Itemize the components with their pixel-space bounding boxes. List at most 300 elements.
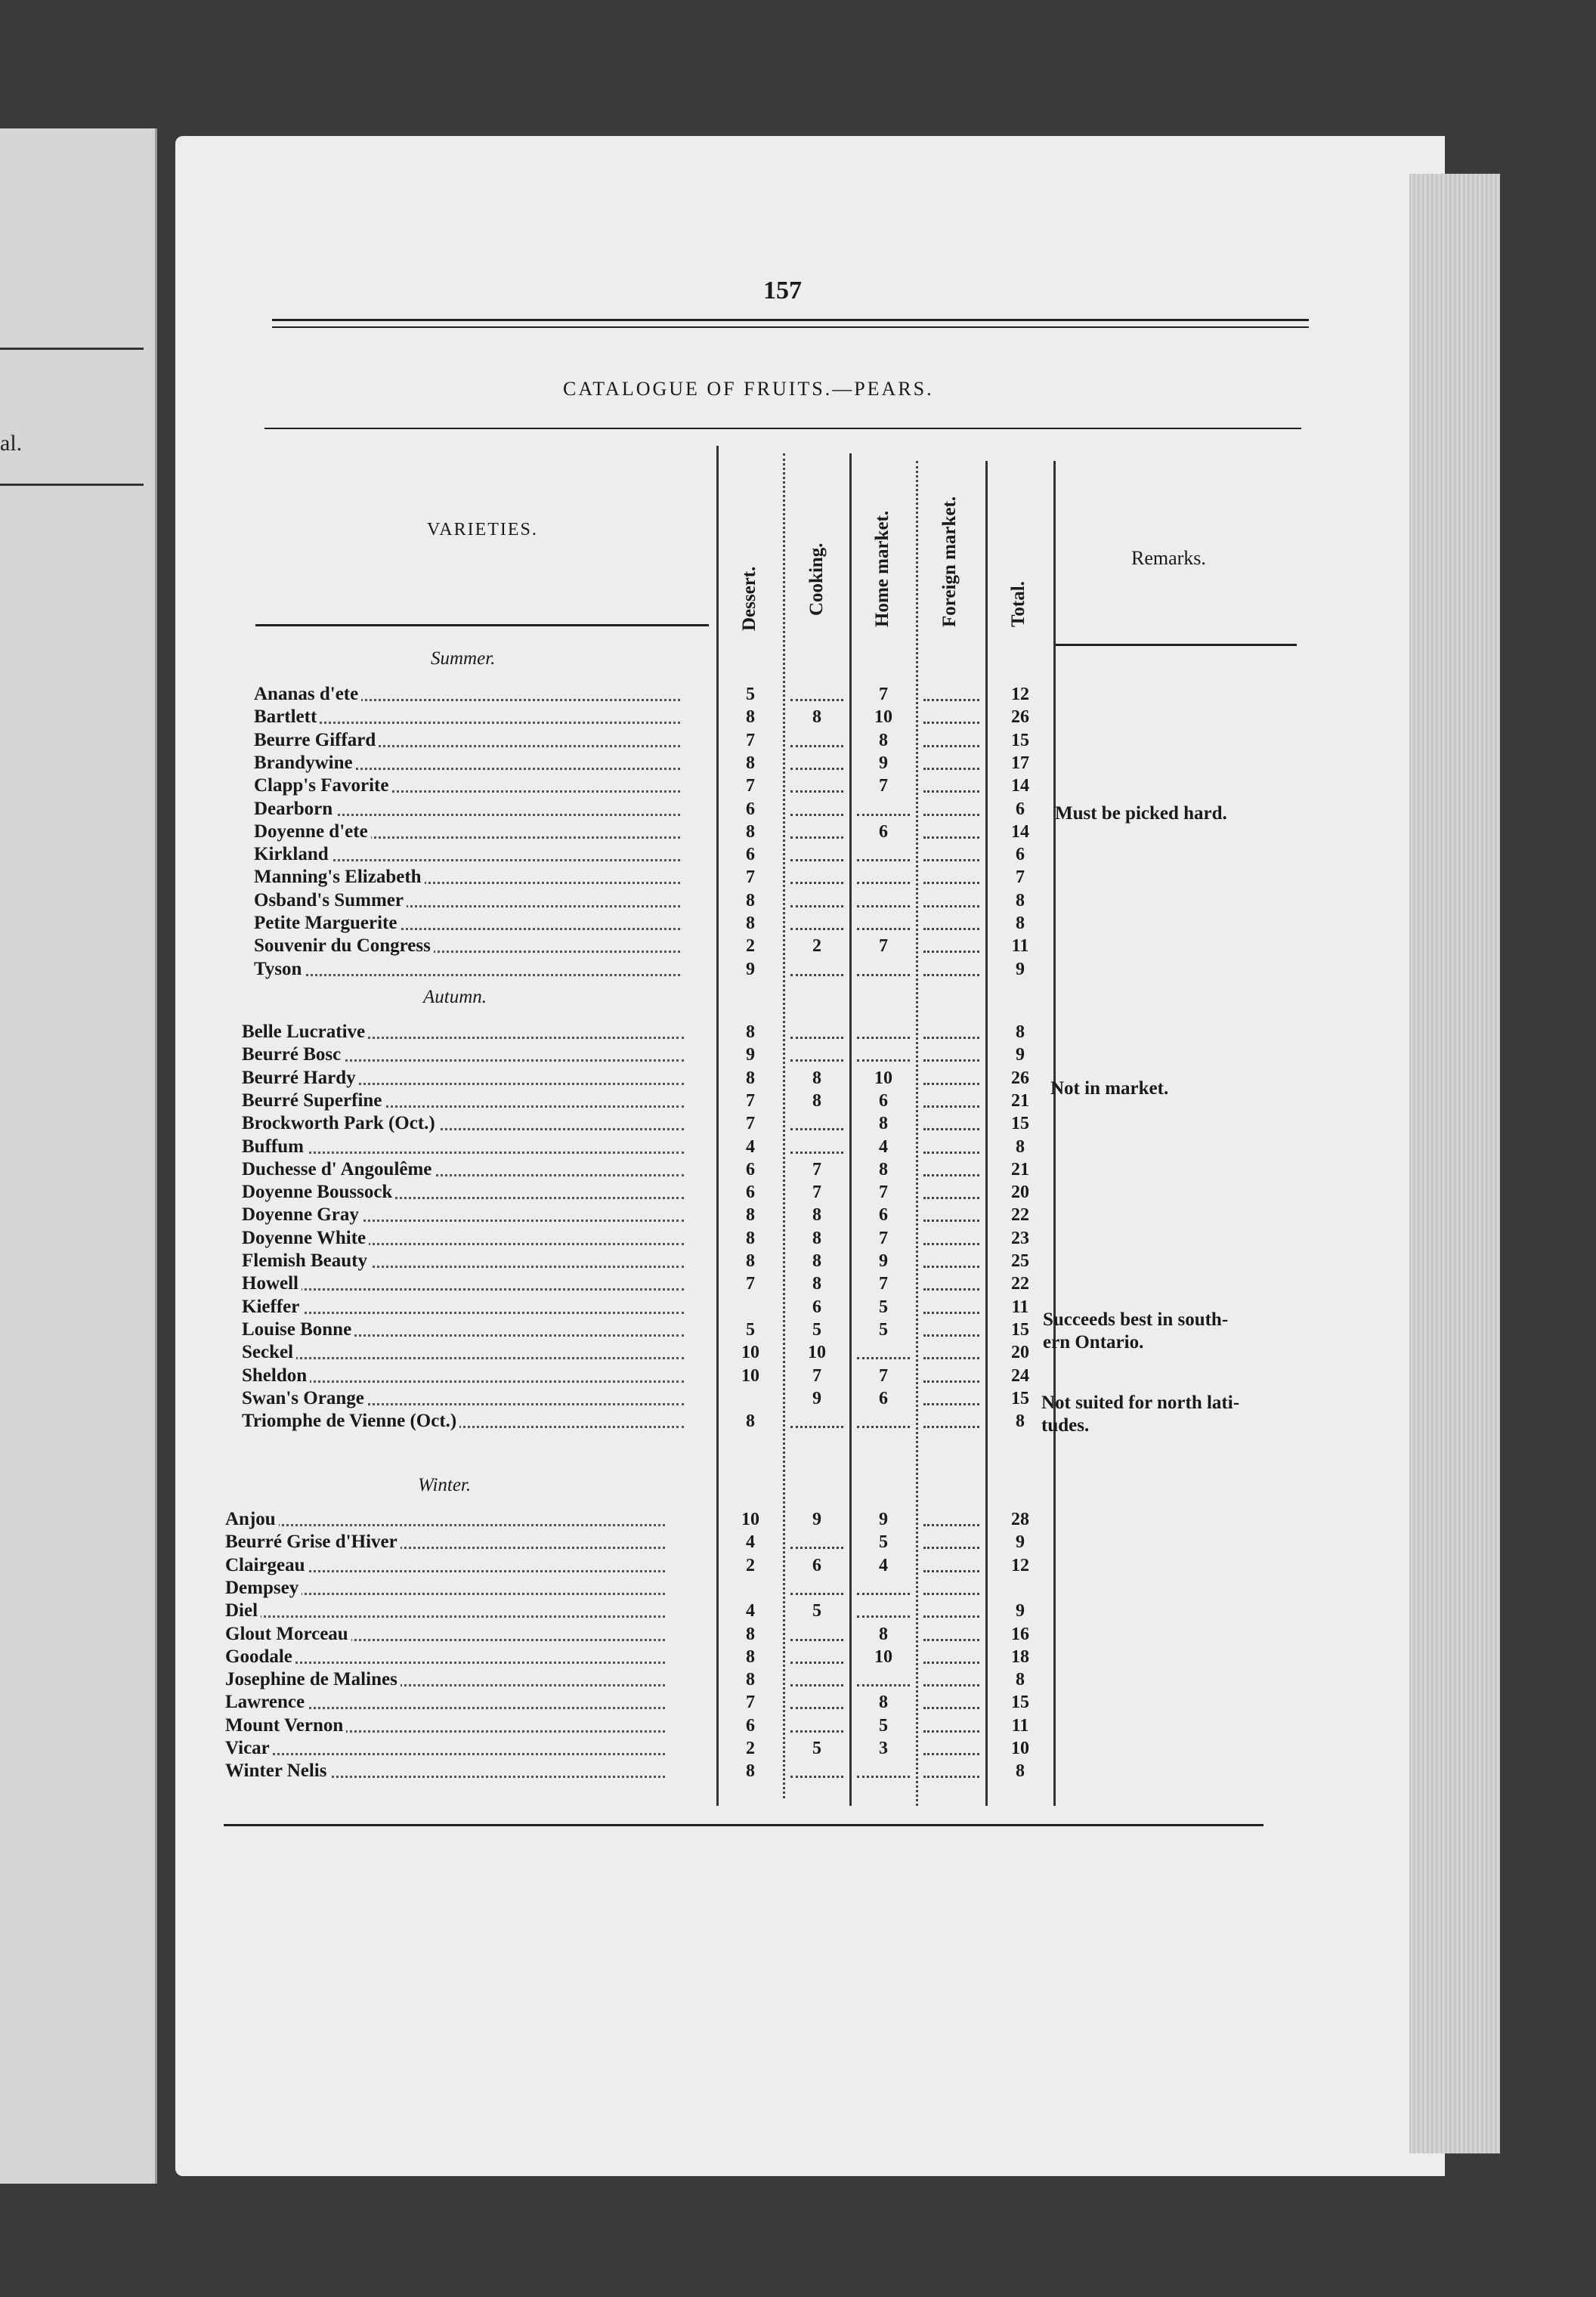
cell-dessert: 10	[741, 1510, 759, 1529]
cell-cooking: 5	[812, 1320, 821, 1340]
cell-home	[851, 890, 916, 911]
cell-cooking	[784, 1136, 849, 1158]
cell-home: 8	[879, 1625, 888, 1644]
cell-total: 20	[1011, 1183, 1029, 1202]
variety-name	[242, 1068, 684, 1089]
cell-total: 18	[1011, 1647, 1029, 1667]
cell-foreign	[917, 1297, 985, 1318]
header-rule-remarks	[1055, 644, 1297, 646]
cell-foreign	[917, 867, 985, 888]
table-row	[0, 1692, 1058, 1713]
cell-foreign	[917, 1090, 985, 1111]
left-page-fragment: al.	[0, 431, 23, 456]
variety-name-text: Lawrence	[225, 1692, 308, 1712]
cell-home	[851, 1578, 916, 1599]
variety-name-text: Doyenne Boussock	[242, 1182, 395, 1202]
variety-name	[242, 1113, 684, 1134]
cell-home: 5	[879, 1716, 888, 1736]
cell-foreign	[917, 1715, 985, 1736]
variety-name	[225, 1738, 665, 1759]
table-row	[0, 1204, 1058, 1226]
cell-home: 7	[879, 1366, 888, 1386]
table-row	[0, 1365, 1058, 1387]
cell-dessert: 8	[746, 1647, 755, 1667]
cell-cooking	[784, 799, 849, 820]
cell-total: 7	[1016, 867, 1025, 887]
section-title-winter: Winter.	[418, 1475, 472, 1495]
cell-dessert: 8	[746, 1625, 755, 1644]
variety-name	[254, 890, 680, 911]
table-row	[0, 1159, 1058, 1180]
cell-dessert: 4	[746, 1137, 755, 1157]
cell-foreign	[917, 1022, 985, 1043]
cell-foreign	[917, 959, 985, 980]
variety-name	[242, 1342, 684, 1363]
variety-name-text: Anjou	[225, 1509, 279, 1529]
variety-name	[225, 1669, 665, 1690]
cell-foreign	[917, 730, 985, 751]
cell-total: 8	[1016, 914, 1025, 933]
variety-name	[254, 935, 680, 957]
variety-name	[225, 1578, 665, 1599]
variety-name-text: Clairgeau	[225, 1555, 308, 1575]
table-row	[0, 1022, 1058, 1043]
variety-name	[242, 1228, 684, 1249]
variety-name-text: Triomphe de Vienne (Oct.)	[242, 1411, 459, 1431]
table-row	[0, 1555, 1058, 1576]
cell-cooking	[784, 821, 849, 842]
cell-cooking	[784, 959, 849, 980]
cell-dessert: 8	[746, 1022, 755, 1042]
cell-foreign	[917, 1646, 985, 1668]
cell-total: 23	[1011, 1229, 1029, 1248]
cell-total: 15	[1011, 1114, 1029, 1133]
cell-dessert: 8	[746, 1205, 755, 1225]
variety-name	[225, 1555, 665, 1576]
cell-home: 8	[879, 1160, 888, 1179]
cell-total: 14	[1011, 822, 1029, 842]
table-row	[0, 1388, 1058, 1409]
table-row	[0, 935, 1058, 957]
table-row	[0, 1669, 1058, 1690]
table-row	[0, 753, 1058, 774]
cell-home	[851, 1411, 916, 1432]
variety-name	[254, 821, 680, 842]
page-edge	[1409, 174, 1500, 2153]
cell-foreign	[917, 1182, 985, 1203]
table-row	[0, 1646, 1058, 1668]
variety-name	[254, 684, 680, 705]
cell-cooking	[784, 1624, 849, 1645]
page-number: 157	[763, 277, 802, 305]
table-row	[0, 890, 1058, 911]
cell-cooking: 9	[812, 1389, 821, 1408]
cell-total: 8	[1016, 891, 1025, 910]
variety-name-text: Goodale	[225, 1646, 295, 1667]
variety-name-text: Doyenne White	[242, 1228, 369, 1248]
cell-cooking	[784, 1715, 849, 1736]
remark-kirkland: Must be picked hard.	[1055, 803, 1227, 824]
cell-cooking	[784, 1578, 849, 1599]
cell-foreign	[917, 1204, 985, 1226]
variety-name	[254, 799, 680, 820]
cell-total: 11	[1011, 936, 1029, 956]
cell-dessert: 4	[746, 1532, 755, 1552]
remark-beurre-hardy: Not in market.	[1050, 1078, 1169, 1099]
cell-total: 6	[1016, 799, 1025, 819]
cell-dessert: 10	[741, 1366, 759, 1386]
cell-total: 8	[1016, 1411, 1025, 1431]
variety-name	[225, 1532, 665, 1553]
cell-dessert: 9	[746, 960, 755, 979]
variety-name-text: Dearborn	[254, 799, 336, 819]
variety-name	[242, 1090, 684, 1111]
cell-total: 9	[1016, 1045, 1025, 1065]
left-page-rule	[0, 348, 144, 350]
table-row	[0, 844, 1058, 865]
cell-home	[851, 1669, 916, 1690]
cell-total: 15	[1011, 1693, 1029, 1712]
cell-dessert: 5	[746, 685, 755, 704]
cell-home: 5	[879, 1320, 888, 1340]
cell-dessert: 8	[746, 1670, 755, 1690]
cell-foreign	[917, 1692, 985, 1713]
cell-foreign	[917, 706, 985, 728]
cell-cooking	[784, 1022, 849, 1043]
cell-dessert: 10	[741, 1343, 759, 1362]
table-row	[0, 1068, 1058, 1089]
variety-name	[254, 753, 680, 774]
variety-name-text: Mount Vernon	[225, 1715, 346, 1736]
cell-foreign	[917, 1068, 985, 1089]
cell-total: 11	[1011, 1716, 1029, 1736]
cell-total: 22	[1011, 1205, 1029, 1225]
cell-cooking	[784, 1044, 849, 1065]
variety-name-text: Doyenne d'ete	[254, 821, 371, 842]
cell-dessert: 5	[746, 1320, 755, 1340]
bottom-rule	[224, 1824, 1264, 1826]
table-row	[0, 1738, 1058, 1759]
table-row	[0, 867, 1058, 888]
header-cooking: Cooking.	[806, 543, 827, 616]
variety-name-text: Tyson	[254, 959, 305, 979]
cell-cooking: 8	[812, 1091, 821, 1111]
cell-home: 6	[879, 1205, 888, 1225]
cell-home: 8	[879, 1693, 888, 1712]
variety-name-text: Beurre Giffard	[254, 730, 379, 750]
cell-foreign	[917, 1251, 985, 1272]
table-row	[0, 1113, 1058, 1134]
cell-dessert: 7	[746, 867, 755, 887]
variety-name	[242, 1044, 684, 1065]
variety-name-text: Bartlett	[254, 706, 320, 727]
header-varieties: VARIETIES.	[427, 520, 538, 539]
variety-name	[254, 844, 680, 865]
variety-name	[254, 867, 680, 888]
cell-cooking: 2	[812, 936, 821, 956]
cell-home	[851, 867, 916, 888]
variety-name-text: Louise Bonne	[242, 1319, 354, 1340]
cell-home	[851, 844, 916, 865]
table-row	[0, 1273, 1058, 1294]
cell-foreign	[917, 1624, 985, 1645]
cell-total: 22	[1011, 1274, 1029, 1294]
cell-total: 26	[1011, 1068, 1029, 1088]
section-title-summer: Summer.	[431, 648, 496, 669]
cell-cooking	[784, 1761, 849, 1782]
catalogue-title: CATALOGUE OF FRUITS.—PEARS.	[563, 378, 934, 400]
variety-name	[254, 775, 680, 796]
cell-home: 7	[879, 1274, 888, 1294]
variety-name	[242, 1204, 684, 1226]
cell-foreign	[917, 1761, 985, 1782]
cell-dessert: 8	[746, 822, 755, 842]
cell-dessert: 7	[746, 1274, 755, 1294]
cell-total: 9	[1016, 960, 1025, 979]
variety-name	[242, 1159, 684, 1180]
variety-name-text: Kirkland	[254, 844, 332, 864]
cell-dessert: 8	[746, 707, 755, 727]
cell-dessert	[718, 1297, 783, 1318]
cell-cooking	[784, 1113, 849, 1134]
variety-name	[254, 706, 680, 728]
cell-cooking	[784, 890, 849, 911]
cell-total: 24	[1011, 1366, 1029, 1386]
variety-name	[225, 1692, 665, 1713]
variety-name-text: Buffum	[242, 1136, 307, 1157]
cell-cooking	[784, 684, 849, 705]
variety-name-text: Brockworth Park (Oct.)	[242, 1113, 438, 1133]
cell-foreign	[917, 1509, 985, 1530]
cell-home: 3	[879, 1739, 888, 1758]
variety-name	[242, 1251, 684, 1272]
table-row	[0, 1182, 1058, 1203]
variety-name	[225, 1600, 665, 1622]
table-row	[0, 1761, 1058, 1782]
variety-name-text: Swan's Orange	[242, 1388, 367, 1408]
cell-cooking	[784, 775, 849, 796]
variety-name-text: Flemish Beauty	[242, 1251, 370, 1271]
cell-foreign	[917, 799, 985, 820]
cell-total: 25	[1011, 1251, 1029, 1271]
cell-cooking	[784, 1692, 849, 1713]
cell-cooking: 6	[812, 1297, 821, 1317]
variety-name-text: Diel	[225, 1600, 261, 1621]
table-row	[0, 706, 1058, 728]
header-dessert: Dessert.	[739, 566, 759, 631]
cell-dessert: 7	[746, 1693, 755, 1712]
cell-cooking: 8	[812, 707, 821, 727]
header-home-market: Home market.	[872, 510, 892, 627]
cell-dessert: 8	[746, 1229, 755, 1248]
variety-name	[242, 1365, 684, 1387]
variety-name-text: Beurré Superfine	[242, 1090, 385, 1111]
cell-home: 5	[879, 1297, 888, 1317]
cell-dessert: 6	[746, 1183, 755, 1202]
cell-cooking: 5	[812, 1739, 821, 1758]
variety-name-text: Dempsey	[225, 1578, 302, 1598]
variety-name	[242, 1411, 684, 1432]
header-total: Total.	[1008, 581, 1028, 627]
cell-cooking: 10	[808, 1343, 826, 1362]
cell-total: 11	[1011, 1297, 1029, 1317]
cell-total: 21	[1011, 1160, 1029, 1179]
variety-name	[242, 1297, 684, 1318]
table-row	[0, 684, 1058, 705]
variety-name	[242, 1182, 684, 1203]
variety-name-text: Seckel	[242, 1342, 296, 1362]
header-rule-varieties	[255, 624, 709, 626]
cell-cooking: 7	[812, 1366, 821, 1386]
cell-dessert: 7	[746, 731, 755, 750]
table-row	[0, 799, 1058, 820]
cell-dessert: 6	[746, 799, 755, 819]
cell-home: 5	[879, 1532, 888, 1552]
cell-cooking: 5	[812, 1601, 821, 1621]
variety-name	[225, 1509, 665, 1530]
variety-name	[225, 1646, 665, 1668]
cell-dessert: 8	[746, 1761, 755, 1781]
cell-total	[987, 1578, 1053, 1599]
cell-cooking	[784, 1669, 849, 1690]
cell-dessert: 2	[746, 1739, 755, 1758]
cell-home: 9	[879, 753, 888, 773]
cell-foreign	[917, 1113, 985, 1134]
cell-dessert: 8	[746, 1251, 755, 1271]
cell-home: 4	[879, 1556, 888, 1575]
cell-cooking	[784, 1532, 849, 1553]
header-remarks: Remarks.	[1131, 547, 1206, 569]
cell-foreign	[917, 1411, 985, 1432]
variety-name-text: Glout Morceau	[225, 1624, 351, 1644]
cell-cooking: 7	[812, 1183, 821, 1202]
cell-total: 12	[1011, 685, 1029, 704]
left-page-rule	[0, 484, 144, 486]
table-row	[0, 1715, 1058, 1736]
cell-dessert: 9	[746, 1045, 755, 1065]
cell-home	[851, 1761, 916, 1782]
cell-dessert: 6	[746, 845, 755, 864]
cell-total: 15	[1011, 1320, 1029, 1340]
cell-home: 7	[879, 685, 888, 704]
cell-foreign	[917, 1669, 985, 1690]
variety-name	[254, 959, 680, 980]
cell-cooking: 6	[812, 1556, 821, 1575]
variety-name-text: Osband's Summer	[254, 890, 407, 910]
table-row	[0, 775, 1058, 796]
variety-name	[242, 1136, 684, 1158]
variety-name	[254, 913, 680, 934]
variety-name-text: Brandywine	[254, 753, 356, 773]
cell-total: 10	[1011, 1739, 1029, 1758]
cell-foreign	[917, 1365, 985, 1387]
table-row	[0, 1044, 1058, 1065]
cell-home: 8	[879, 731, 888, 750]
top-rule-thin	[272, 326, 1309, 328]
cell-cooking: 7	[812, 1160, 821, 1179]
cell-cooking: 8	[812, 1068, 821, 1088]
cell-foreign	[917, 684, 985, 705]
cell-dessert: 7	[746, 1114, 755, 1133]
variety-name-text: Ananas d'ete	[254, 684, 361, 704]
cell-cooking	[784, 844, 849, 865]
table-row	[0, 1251, 1058, 1272]
cell-home: 9	[879, 1251, 888, 1271]
table-row	[0, 1297, 1058, 1318]
cell-cooking: 8	[812, 1229, 821, 1248]
cell-home: 4	[879, 1137, 888, 1157]
cell-total: 16	[1011, 1625, 1029, 1644]
variety-name-text: Beurré Hardy	[242, 1068, 359, 1088]
cell-home: 10	[874, 707, 892, 727]
table-row	[0, 1319, 1058, 1340]
variety-name	[242, 1022, 684, 1043]
cell-total: 9	[1016, 1532, 1025, 1552]
variety-name-text: Beurré Bosc	[242, 1044, 344, 1065]
variety-name	[225, 1715, 665, 1736]
cell-cooking	[784, 1646, 849, 1668]
cell-foreign	[917, 1600, 985, 1622]
cell-total: 8	[1016, 1137, 1025, 1157]
cell-dessert: 8	[746, 1411, 755, 1431]
cell-foreign	[917, 1555, 985, 1576]
variety-name-text: Winter Nelis	[225, 1761, 330, 1781]
cell-total: 9	[1016, 1601, 1025, 1621]
variety-name-text: Howell	[242, 1273, 302, 1294]
variety-name-text: Doyenne Gray	[242, 1204, 362, 1225]
cell-home	[851, 799, 916, 820]
cell-foreign	[917, 1532, 985, 1553]
cell-dessert: 7	[746, 1091, 755, 1111]
cell-foreign	[917, 935, 985, 957]
cell-total: 15	[1011, 731, 1029, 750]
variety-name	[225, 1624, 665, 1645]
cell-home	[851, 1342, 916, 1363]
cell-foreign	[917, 1228, 985, 1249]
cell-total: 20	[1011, 1343, 1029, 1362]
cell-dessert	[718, 1388, 783, 1409]
cell-home	[851, 959, 916, 980]
variety-name-text: Beurré Grise d'Hiver	[225, 1532, 401, 1552]
cell-dessert	[718, 1578, 783, 1599]
variety-name	[242, 1319, 684, 1340]
variety-name	[242, 1388, 684, 1409]
cell-foreign	[917, 1136, 985, 1158]
cell-total: 14	[1011, 776, 1029, 796]
cell-foreign	[917, 1578, 985, 1599]
cell-total: 17	[1011, 753, 1029, 773]
cell-dessert: 4	[746, 1601, 755, 1621]
cell-dessert: 8	[746, 1068, 755, 1088]
top-rule	[272, 319, 1309, 321]
cell-home	[851, 913, 916, 934]
variety-name-text: Duchesse d' Angoulême	[242, 1159, 435, 1179]
table-row	[0, 1342, 1058, 1363]
cell-home: 6	[879, 1389, 888, 1408]
section-title-autumn: Autumn.	[423, 987, 487, 1007]
cell-dessert: 8	[746, 891, 755, 910]
cell-dessert: 2	[746, 936, 755, 956]
cell-total: 8	[1016, 1670, 1025, 1690]
cell-foreign	[917, 890, 985, 911]
cell-cooking: 9	[812, 1510, 821, 1529]
cell-foreign	[917, 1159, 985, 1180]
cell-total: 6	[1016, 845, 1025, 864]
cell-dessert: 8	[746, 914, 755, 933]
cell-cooking	[784, 913, 849, 934]
table-row	[0, 1411, 1058, 1432]
variety-name-text: Petite Marguerite	[254, 913, 400, 933]
